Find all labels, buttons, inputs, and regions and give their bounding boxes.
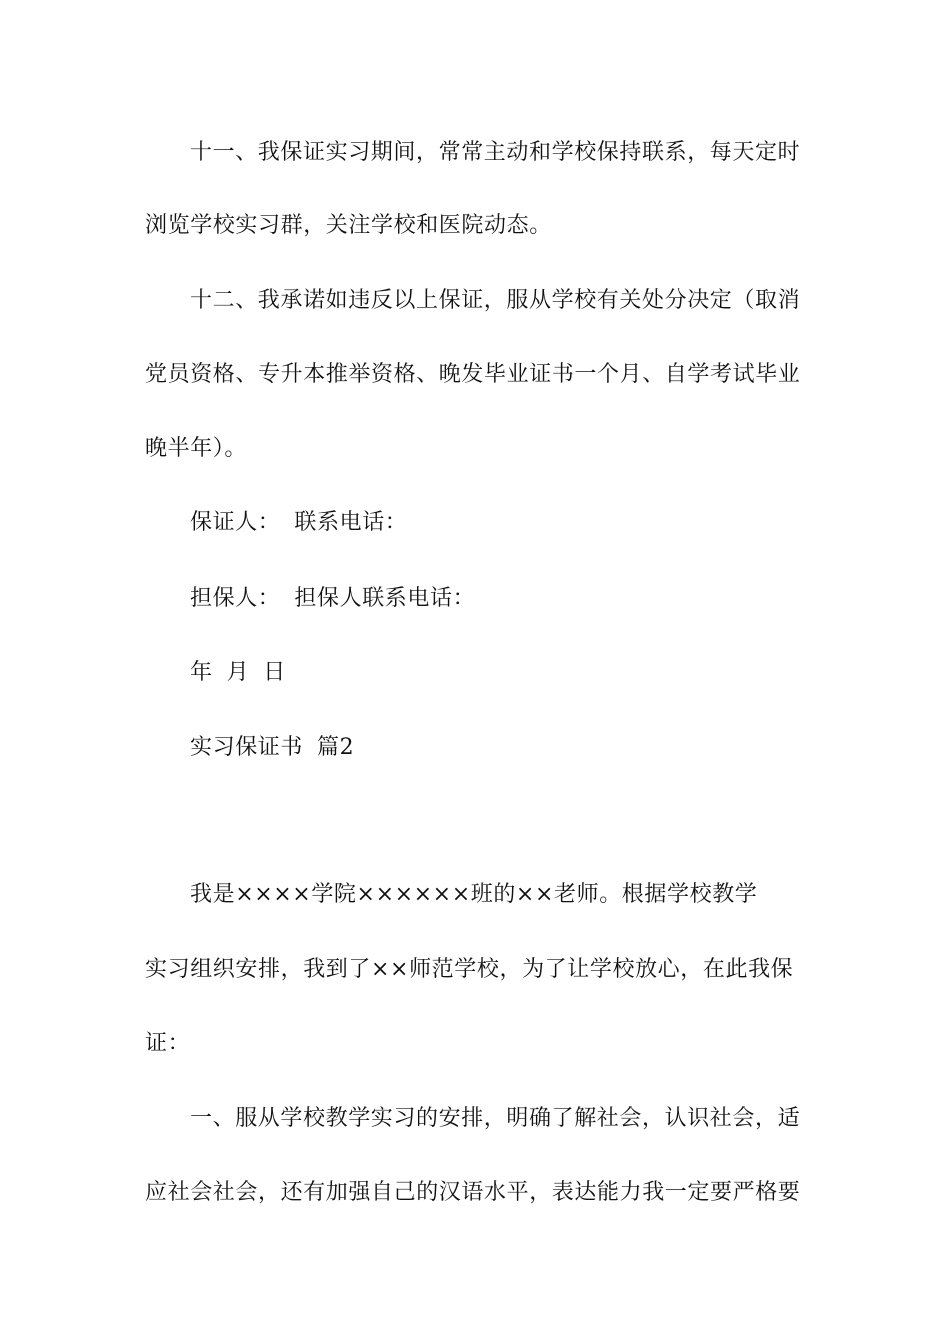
intro-line1: 我是××××学院××××××班的××老师。根据学校教学 <box>190 882 758 907</box>
section2-number: 篇2 <box>317 735 355 760</box>
item12-line1: 十二、我承诺如违反以上保证，服从学校有关处分决定（取消 <box>190 288 801 313</box>
item1-line2: 应社会社会，还有加强自己的汉语水平，表达能力我一定要严格要 <box>145 1180 801 1205</box>
guarantor-phone-label: 联系电话： <box>294 510 408 535</box>
date-line <box>190 658 286 688</box>
guarantor-line <box>190 508 407 538</box>
sponsor-phone-label: 担保人联系电话： <box>294 586 476 611</box>
sponsor-line <box>190 584 475 614</box>
date-year: 年 <box>190 660 213 685</box>
date-day: 日 <box>263 660 286 685</box>
item1-line1: 一、服从学校教学实习的安排，明确了解社会，认识社会，适 <box>190 1106 801 1131</box>
section2-title: 实习保证书 <box>190 735 304 760</box>
sponsor-label: 担保人： <box>190 586 281 611</box>
intro-line3: 证： <box>145 1031 191 1056</box>
item11-line1: 十一、我保证实习期间，常常主动和学校保持联系，每天定时 <box>190 140 801 165</box>
guarantor-label: 保证人： <box>190 510 281 535</box>
section2-heading <box>190 733 354 763</box>
intro-line2: 实习组织安排，我到了××师范学校，为了让学校放心，在此我保 <box>145 957 794 982</box>
item11-line2: 浏览学校实习群，关注学校和医院动态。 <box>145 213 552 238</box>
item12-line2: 党员资格、专升本推举资格、晚发毕业证书一个月、自学考试毕业 <box>145 362 801 387</box>
item12-line3: 晚半年）。 <box>145 436 248 461</box>
date-month: 月 <box>226 660 250 685</box>
